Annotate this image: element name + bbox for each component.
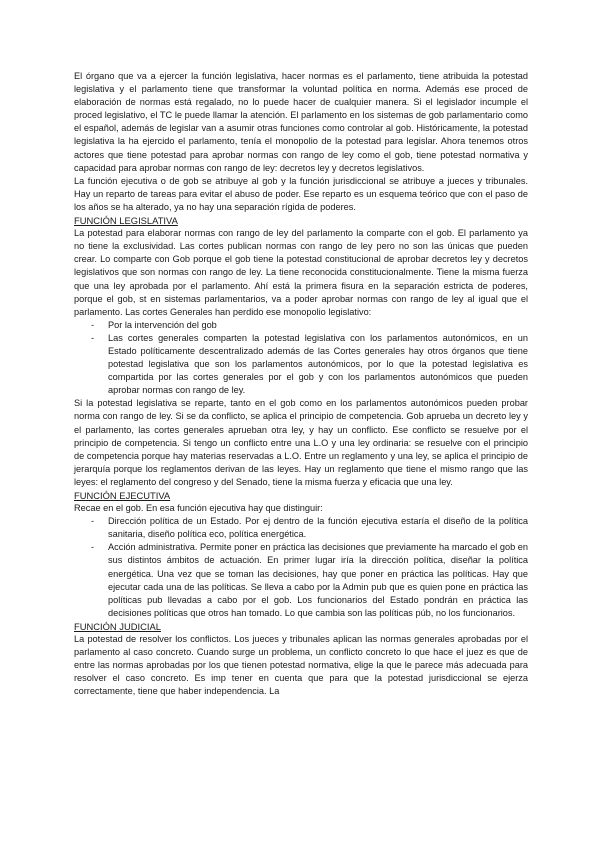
heading-funcion-legislativa: FUNCIÓN LEGISLATIVA [74,215,178,227]
judicial-intro: La potestad de resolver los conflictos. Los jueces y tribunales aplican las normas generales aprobadas por el parlamento al caso concreto. Cuando surge un problema, un conflicto concreto lo que hace el juez es que de entre las normas aprobadas por los que tienen potestad normativa, elige la que le parece más adecuada para resolver el caso concreto. Es imp tener en cuenta que para que la potestad jurisdiccional se ejerza correctamente, tiene que haber independencia. La [74,634,528,697]
ejecutiva-list [74,515,528,620]
ejecutiva-intro: Recae en el gob. En esa función ejecutiva hay que distinguir: [74,503,323,514]
list-item: - Dirección política de un Estado. Por ej dentro de la función ejecutiva estaría el diseño de la política sanitaria, diseño política eco, política energética. [74,515,528,541]
legislativa-list [74,319,528,398]
legislativa-outro: Si la potestad legislativa se reparte, tanto en el gob como en los parlamentos autonómicos pueden probar norma con rango de ley. Si se da conflicto, se aplica el principio de competencia. Gob aprueba un decreto ley y el parlamento, las cortes generales aprueban otra ley, y hay un conflicto. Ese conflicto se resuelve por el principio de competencia. Si tengo un conflicto entre una L.O y una ley ordinaria: se resuelve con el principio de competencia porque hay materias reservadas a L.O. Entre un reglamento y una ley, se aplica el principio de jerarquía porque los reglamentos derivan de las leyes. Hay un reglamento que tiene el mismo rango que las leyes: el reglamento del congreso y del Senado, tiene la misma fuerza y eficacia que una ley. [74,398,528,487]
intro-paragraph-2: La función ejecutiva o de gob se atribuye al gob y la función jurisdiccional se atribuye a jueces y tribunales. Hay un reparto de tareas para evitar el abuso de poder. Ese reparto es un esquema teórico que con el paso de los años se ha alterado, ya no hay una separación rígida de poderes. [74,175,528,212]
intro-paragraph-1: El órgano que va a ejercer la función legislativa, hacer normas es el parlamento, tiene atribuida la potestad legislativa y el parlamento tiene que transformar la voluntad política en norma. Además ese proced de elaboración de normas está regalado, no lo puede hacer de cualquier manera. Si el legislador incumple el proced legislativo, el TC le puede llamar la atención. El parlamento en los sistemas de gob parlamentario como el español, además de legislar van a asumir otras funciones como controlar al gob. Históricamente, la potestad legislativa la ha ejercido el parlamento, tenía el monopolio de la potestad para legislar. Ahora tenemos otros actores que tiene potestad para aprobar normas con rango de ley como el gob, tiene potestad normativa y capacidad para aprobar normas con rango de ley: decretos ley y decretos legislativos. [74,71,528,173]
list-item: - Por la intervención del gob [74,319,528,332]
list-item: - Acción administrativa. Permite poner en práctica las decisiones que previamente ha marcado el gob en sus distintos ámbitos de actuación. En primer lugar iría la dirección política, diseñar la política energética. Una vez que se toman las decisiones, hay que poner en práctica las políticas. Hay que ejecutar cada una de las políticas. Se lleva a cabo por la Admin pub que es quien pone en práctica las políticas pub llevadas a cabo por el gob. Los funcionarios del Estado pondrán en práctica las decisiones políticas que otros han tomado. Lo que cambia son las políticas púb, no los funcionarios. [74,541,528,620]
document-page [74,70,528,699]
list-item: - Las cortes generales comparten la potestad legislativa con los parlamentos autonómicos, en un Estado políticamente descentralizado además de las Cortes generales hay otros órganos que tiene potestad legislativa que son los parlamentos autonómicos, por lo que la potestad legislativa es compartida por las cortes generales por el gob y con los parlamentos autonómicos que pueden aprobar normas con rango de ley. [74,332,528,397]
heading-funcion-judicial: FUNCIÓN JUDICIAL [74,620,161,632]
heading-funcion-ejecutiva: FUNCIÓN EJECUTIVA [74,490,171,501]
legislativa-intro: La potestad para elaborar normas con rango de ley del parlamento la comparte con el gob. El parlamento ya no tiene la exclusividad. Las cortes publican normas con rango de ley pero no son las únicas que pueden crear. Lo comparte con Gob porque el gob tiene la potestad constitucional de aprobar decretos ley y decretos legislativos que son normas con rango de ley. La tiene reconocida constitucionalmente. Tiene la misma fuerza que una ley aprobada por el parlamento. Ahí está la primera fisura en la separación estricta de poderes, porque el gob, st en sistemas parlamentarios, va a poder aprobar normas con rango de ley al igual que el parlamento. Las cortes Generales han perdido ese monopolio legislativo: [74,228,528,317]
